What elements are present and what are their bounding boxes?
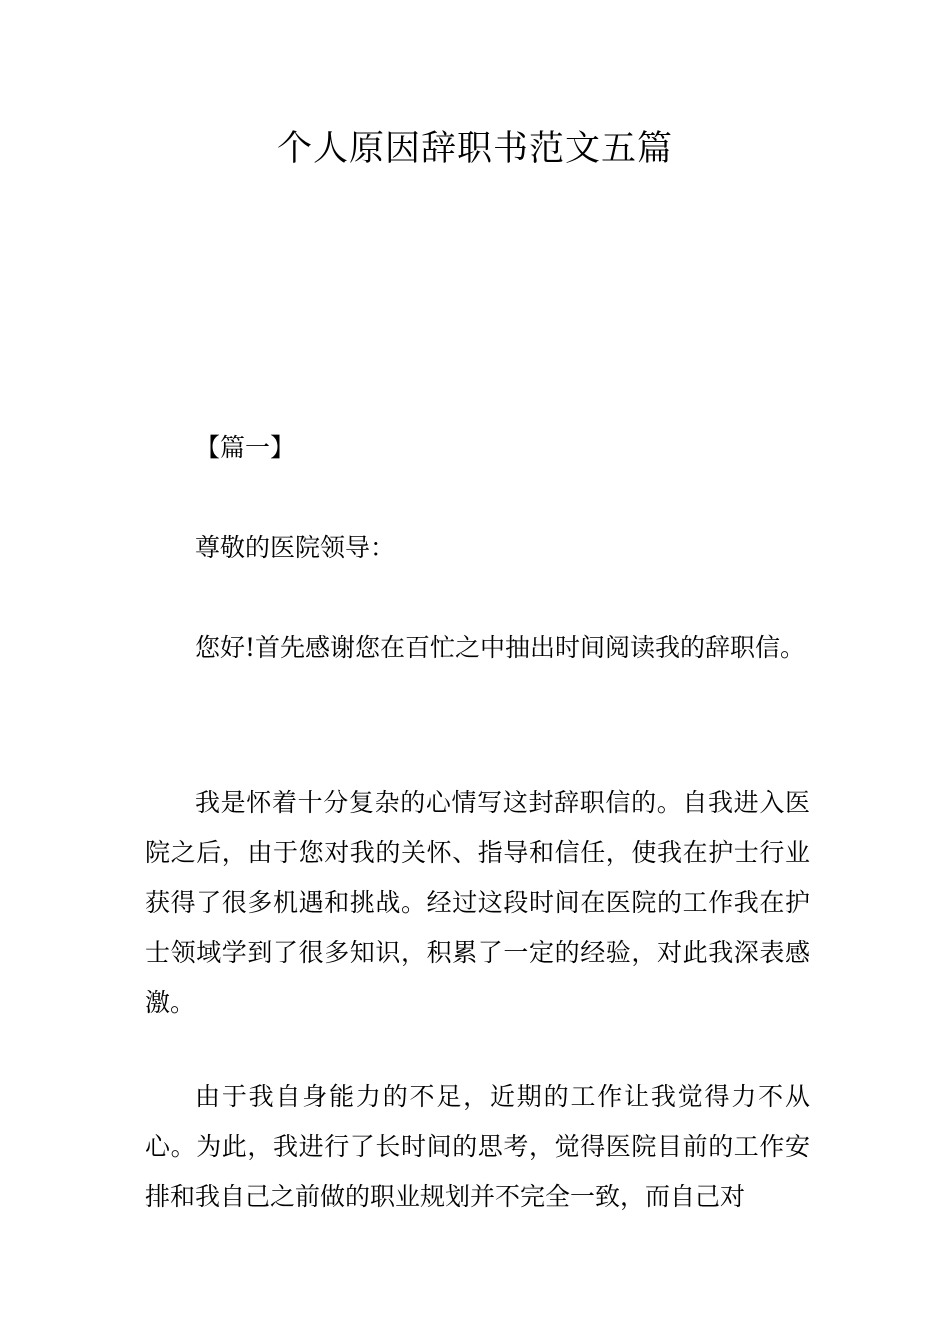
greeting-line: 您好!首先感谢您在百忙之中抽出时间阅读我的辞职信。: [195, 633, 806, 662]
body-paragraph: 由于我自身能力的不足，近期的工作让我觉得力不从心。为此，我进行了长时间的思考，觉得医院目前的工作安排和我自己之前做的职业规划并不完全一致，而自己对: [145, 1082, 810, 1211]
body-paragraph: 我是怀着十分复杂的心情写这封辞职信的。自我进入医院之后，由于您对我的关怀、指导和信任，使我在护士行业获得了很多机遇和挑战。经过这段时间在医院的工作我在护士领域学到了很多知识，积累了一定的经验，对此我深表感激。: [145, 788, 810, 1017]
document-title: 个人原因辞职书范文五篇: [276, 129, 673, 169]
salutation: 尊敬的医院领导：: [195, 533, 396, 562]
section-label: 【篇一】: [195, 433, 296, 462]
